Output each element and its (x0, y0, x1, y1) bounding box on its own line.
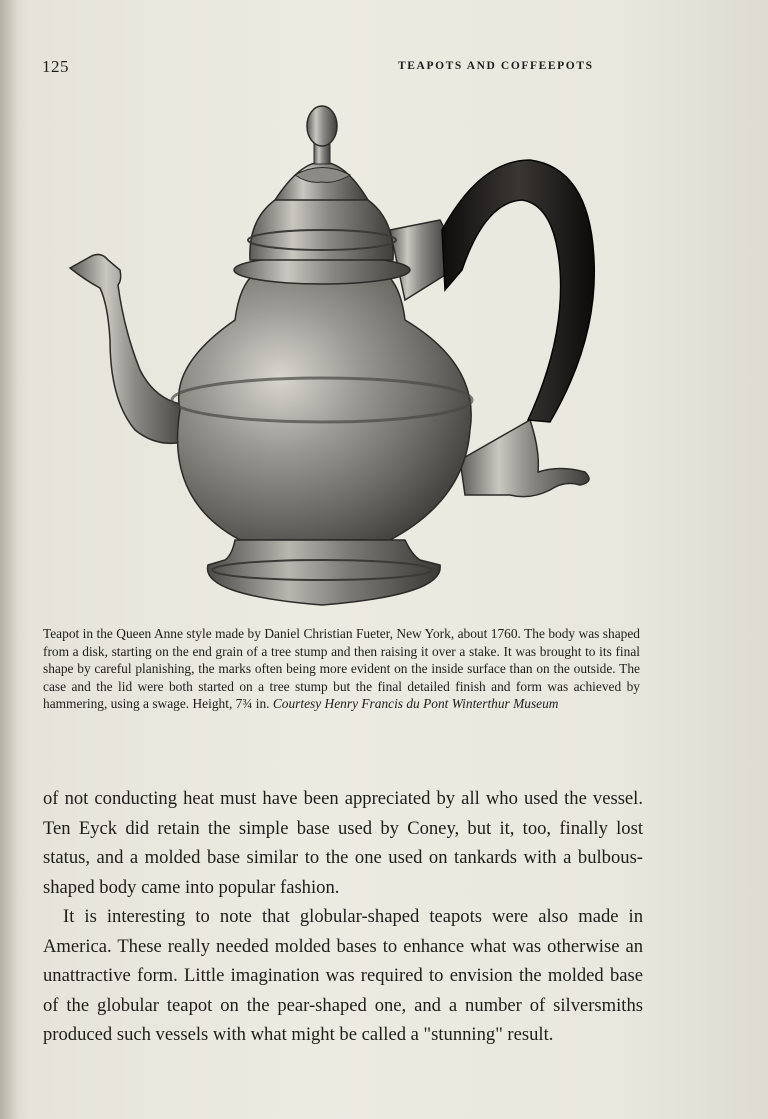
paragraph-1: of not conducting heat must have been appreciated by all who used the vessel. Ten Eyck did retain the simple base used by Coney, but it, too, finally lost status, and a molded base similar to the one used on tankards with a bulbous-shaped body came into popular fashion. (43, 788, 643, 898)
paragraph-2: It is interesting to note that globular-shaped teapots were also made in America. These really needed molded bases to enhance what was otherwise an unattractive form. Little imagination was required to envision the molded base of the globular teapot on the pear-shaped one, and a number of silversmiths produced such vessels with what might be called a "stunning" result. (43, 906, 643, 1045)
figure-caption (43, 625, 640, 713)
caption-credit: Courtesy Henry Francis du Pont Winterthur Museum (272, 696, 559, 711)
teapot-photo (60, 100, 610, 615)
caption-text: Teapot in the Queen Anne style made by Daniel Christian Fueter, New York, about 1760. The body was shaped from a disk, starting on the end grain of a tree stump and then raising it over a stake. It was brought to its final shape by careful planishing, the marks often being more evident on the inside surface than on the outside. The case and the lid were both started on a tree stump but the final detailed finish and form was achieved by hammering, using a swage. Height, 7¾ in. (43, 626, 640, 711)
page-number: 125 (42, 57, 69, 76)
teapot-photo-icon (60, 100, 610, 615)
running-head: TEAPOTS AND COFFEEPOTS (398, 60, 594, 72)
body-text (43, 784, 643, 1050)
page-gutter-shadow (0, 0, 18, 1119)
